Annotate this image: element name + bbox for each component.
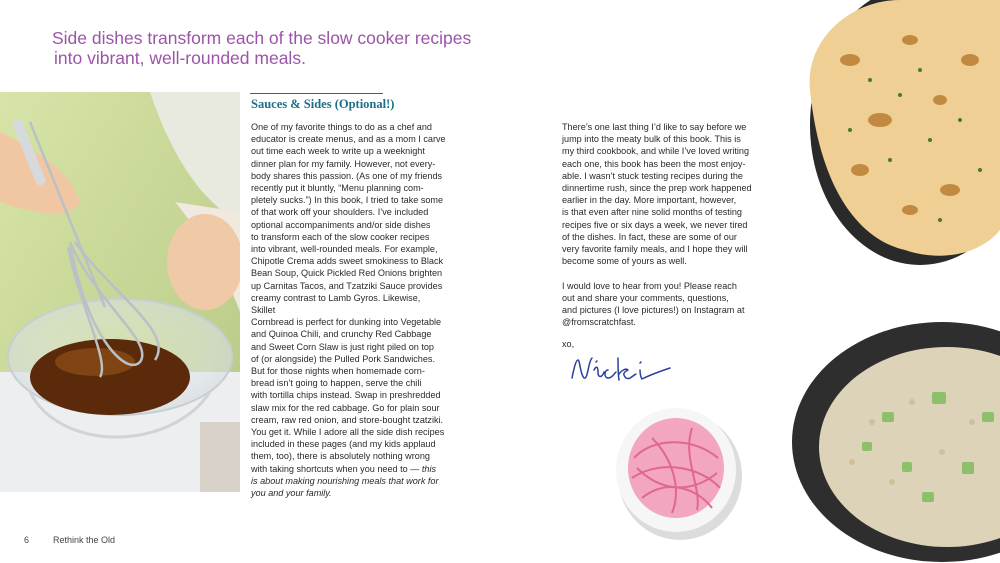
body-line: jump into the meaty bulk of this book. This is (562, 134, 741, 145)
pull-quote-line: into vibrant, well-rounded meals. (54, 48, 306, 68)
body-line: dinnertime rush, since the prep work happened (562, 183, 752, 194)
body-line: included in these pages (and my kids applaud (251, 439, 436, 450)
body-line: There’s one last thing I’d like to say before we (562, 122, 747, 132)
body-line: optional accompaniments and/or side dishes (251, 219, 431, 230)
body-line: creamy contrast to Lamb Gyros. Likewise, Skillet (251, 292, 421, 316)
body-column-left (251, 121, 447, 499)
body-line (251, 463, 447, 475)
body-text: with taking shortcuts when you need to — (251, 463, 420, 474)
body-line: my third cookbook, and while I’ve loved writing (562, 146, 750, 157)
body-line: Cornbread is perfect for dunking into Vegetable (251, 317, 442, 328)
body-line: bread isn’t going to happen, serve the chili (251, 378, 422, 389)
quinoa-salad-photo (792, 312, 1000, 563)
body-line: slaw mix for the red cabbage. Go for plain sour (251, 402, 440, 413)
body-line: into vibrant, well-rounded meals. For example, (251, 244, 438, 255)
body-line: up Carnitas Tacos, and Tzatziki Sauce provides (251, 280, 443, 291)
body-line: recently put it bluntly, “Menu planning com- (251, 183, 424, 194)
body-line: of (or alongside) the Pulled Pork Sandwiches. (251, 353, 435, 364)
body-line: But for those nights when homemade corn- (251, 366, 425, 377)
body-line: and pictures (I love pictures!) on Instagram at (562, 305, 745, 316)
italic-text: this (421, 463, 437, 474)
body-line: each one, this book has been the most enjoy- (562, 158, 746, 169)
body-line: dinner plan for my family. However, not every- (251, 158, 436, 169)
body-line: of the dishes. In fact, these are some of our (562, 231, 737, 242)
body-line: Chipotle Crema adds sweet smokiness to Black (251, 256, 444, 267)
body-line: body shares this passion. (As one of my friends (251, 170, 443, 181)
body-line (251, 475, 447, 487)
italic-text: is about making nourishing meals that work for (251, 475, 439, 486)
body-line: to transform each of the slow cooker recipes (251, 231, 430, 242)
body-line: earlier in the day. More important, however, (562, 195, 737, 206)
naan-bread-photo (790, 0, 1000, 270)
body-line: of that work off your shoulders. I’ve included (251, 207, 429, 218)
body-line: out and share your comments, questions, (562, 292, 729, 303)
body-line: able. I wasn’t stuck testing recipes during the (562, 170, 743, 181)
body-line: @fromscratchfast. (562, 317, 636, 328)
body-line: Bean Soup, Quick Pickled Red Onions brighten (251, 268, 443, 279)
signature-nicki (566, 352, 676, 388)
body-line: I would love to hear from you! Please reach (562, 280, 737, 291)
paragraph (562, 280, 754, 329)
body-line: them, too), there is absolutely nothing wrong (251, 451, 430, 462)
paragraph (562, 121, 754, 267)
signoff: xo, (562, 339, 575, 349)
whisking-sauce-photo (0, 92, 240, 492)
pickled-onions-photo (612, 398, 742, 543)
body-line: become some of yours as well. (562, 256, 687, 267)
body-line: recipes five or six days a week, we never tired (562, 219, 748, 230)
body-line: pletely sucks.”) In this book, I tried to take some (251, 195, 444, 206)
page-number: 6 (24, 535, 30, 545)
body-line (251, 487, 447, 499)
body-column-right (562, 121, 754, 341)
section-title: Sauces & Sides (Optional!) (251, 97, 395, 111)
body-line: One of my favorite things to do as a chef and (251, 122, 432, 132)
body-line: cream, raw red onion, and store-bought tzatziki. (251, 414, 444, 425)
pull-quote (52, 28, 472, 68)
body-line: and Sweet Corn Slaw is just right piled on top (251, 341, 434, 352)
pull-quote-line: Side dishes transform each of the slow cooker recipes (52, 28, 472, 48)
section-rule (250, 93, 383, 94)
body-line: very favorite family meals, and I hope they will (562, 244, 748, 255)
body-line: and Quinoa Chili, and crunchy Red Cabbage (251, 329, 432, 340)
body-line: You get it. While I adore all the side dish recipes (251, 427, 445, 438)
body-line: educator is create menus, and as a mom I carve (251, 134, 446, 145)
italic-text: you and your family. (251, 488, 332, 499)
body-line: out time each week to write up a weeknight (251, 146, 425, 157)
body-line: is that even after nine solid months of testing (562, 207, 742, 218)
running-footer: Rethink the Old (53, 535, 116, 545)
body-line: with tortilla chips instead. Swap in preshredded (251, 390, 441, 401)
